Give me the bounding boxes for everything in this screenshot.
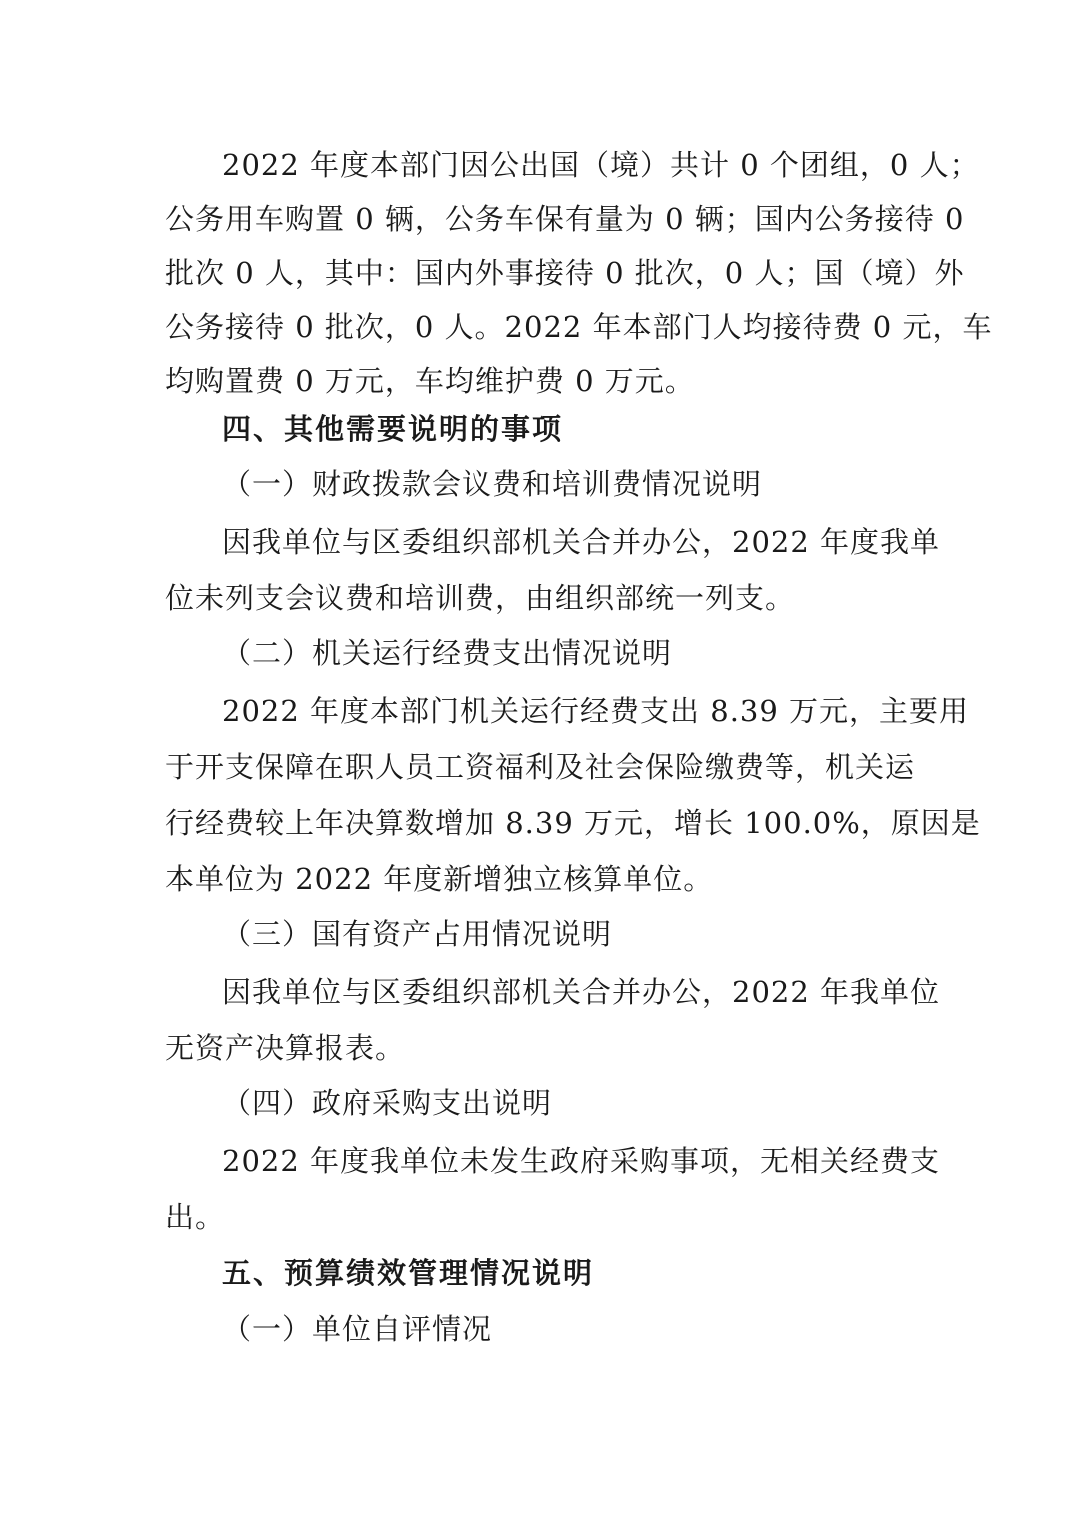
section-heading: 四、其他需要说明的事项 [222, 412, 564, 446]
subsection-heading: （二）机关运行经费支出情况说明 [222, 636, 673, 670]
paragraph-line: 出。 [165, 1200, 226, 1234]
subsection-heading: （四）政府采购支出说明 [222, 1086, 553, 1120]
paragraph-line: 2022 年度本部门因公出国（境）共计 0 个团组，0 人； [222, 148, 980, 182]
paragraph-line: 2022 年度我单位未发生政府采购事项，无相关经费支 [222, 1144, 941, 1178]
paragraph-line: 于开支保障在职人员工资福利及社会保险缴费等，机关运 [165, 750, 916, 784]
paragraph-line: 因我单位与区委组织部机关合并办公，2022 年我单位 [222, 975, 941, 1009]
paragraph-line: 公务用车购置 0 辆，公务车保有量为 0 辆；国内公务接待 0 [165, 202, 965, 236]
paragraph-line: 批次 0 人，其中：国内外事接待 0 批次，0 人；国（境）外 [165, 256, 965, 290]
paragraph-line: 公务接待 0 批次，0 人。2022 年本部门人均接待费 0 元，车 [165, 310, 993, 344]
subsection-heading: （三）国有资产占用情况说明 [222, 917, 613, 951]
paragraph-line: 行经费较上年决算数增加 8.39 万元，增长 100.0%，原因是 [165, 806, 981, 840]
paragraph-line: 均购置费 0 万元，车均维护费 0 万元。 [165, 364, 695, 398]
paragraph-line: 无资产决算报表。 [165, 1031, 406, 1065]
paragraph-line: 位未列支会议费和培训费，由组织部统一列支。 [165, 581, 796, 615]
paragraph-line: 2022 年度本部门机关运行经费支出 8.39 万元，主要用 [222, 694, 970, 728]
subsection-heading: （一）单位自评情况 [222, 1312, 493, 1346]
paragraph-line: 本单位为 2022 年度新增独立核算单位。 [165, 862, 714, 896]
paragraph-line: 因我单位与区委组织部机关合并办公，2022 年度我单 [222, 525, 941, 559]
section-heading: 五、预算绩效管理情况说明 [222, 1256, 595, 1290]
subsection-heading: （一）财政拨款会议费和培训费情况说明 [222, 467, 763, 501]
